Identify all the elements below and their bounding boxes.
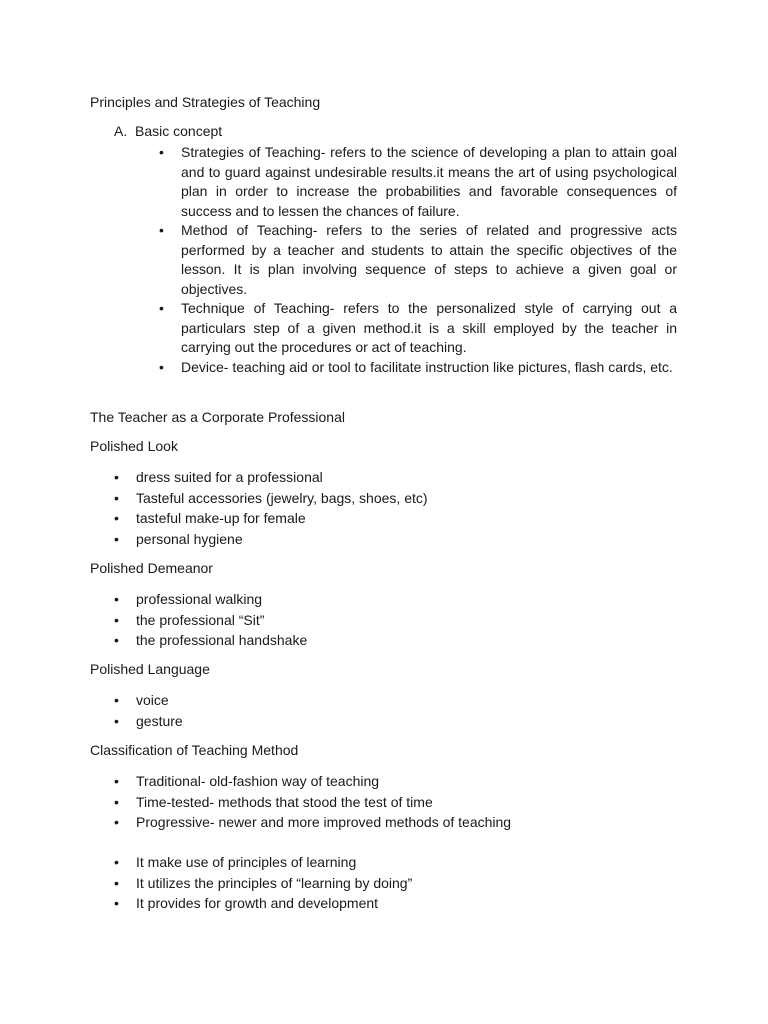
list-item: • personal hygiene (136, 529, 428, 550)
progressive-features-list (136, 852, 412, 914)
list-item: • Progressive- newer and more improved methods of teaching (136, 812, 511, 833)
list-item: • dress suited for a professional (136, 467, 428, 488)
list-item: • It utilizes the principles of “learning by doing” (136, 873, 412, 894)
list-item: • Technique of Teaching- refers to the personalized style of carrying out a particulars step of a given method.it is a skill employed by the teacher in carrying out the procedures or act of teaching. (181, 299, 677, 358)
list-item: • It make use of principles of learning (136, 852, 412, 873)
list-item: • Device- teaching aid or tool to facilitate instruction like pictures, flash cards, etc. (181, 358, 677, 378)
polished-look-heading: Polished Look (90, 438, 178, 454)
basic-concept-list (181, 143, 677, 377)
classification-list (136, 771, 511, 833)
polished-language-heading: Polished Language (90, 661, 210, 677)
list-item: • gesture (136, 711, 183, 732)
list-item: • the professional handshake (136, 630, 307, 651)
polished-language-list (136, 690, 183, 731)
list-item: • Method of Teaching- refers to the series of related and progressive acts performed by a teacher and students to attain the specific objectives of the lesson. It is plan involving sequence of steps to achieve a given goal or objectives. (181, 221, 677, 299)
section-a-heading (114, 122, 222, 140)
polished-look-list (136, 467, 428, 549)
list-item: • Tasteful accessories (jewelry, bags, shoes, etc) (136, 488, 428, 509)
list-item: • voice (136, 690, 183, 711)
list-item: • tasteful make-up for female (136, 508, 428, 529)
corporate-professional-heading: The Teacher as a Corporate Professional (90, 409, 345, 425)
list-item: • professional walking (136, 589, 307, 610)
list-item: • It provides for growth and development (136, 893, 412, 914)
list-item: • Traditional- old-fashion way of teaching (136, 771, 511, 792)
classification-heading: Classification of Teaching Method (90, 742, 299, 758)
list-item: • the professional “Sit” (136, 610, 307, 631)
list-item: • Strategies of Teaching- refers to the science of developing a plan to attain goal and to guard against undesirable results.it means the art of using psychological plan in order to increase the probabilities and favorable consequences of success and to lessen the chances of failure. (181, 143, 677, 221)
section-a-marker: A. (114, 123, 128, 139)
document-title: Principles and Strategies of Teaching (90, 94, 321, 110)
polished-demeanor-heading: Polished Demeanor (90, 560, 213, 576)
section-a-label: Basic concept (135, 123, 223, 139)
list-item: • Time-tested- methods that stood the test of time (136, 792, 511, 813)
polished-demeanor-list (136, 589, 307, 651)
